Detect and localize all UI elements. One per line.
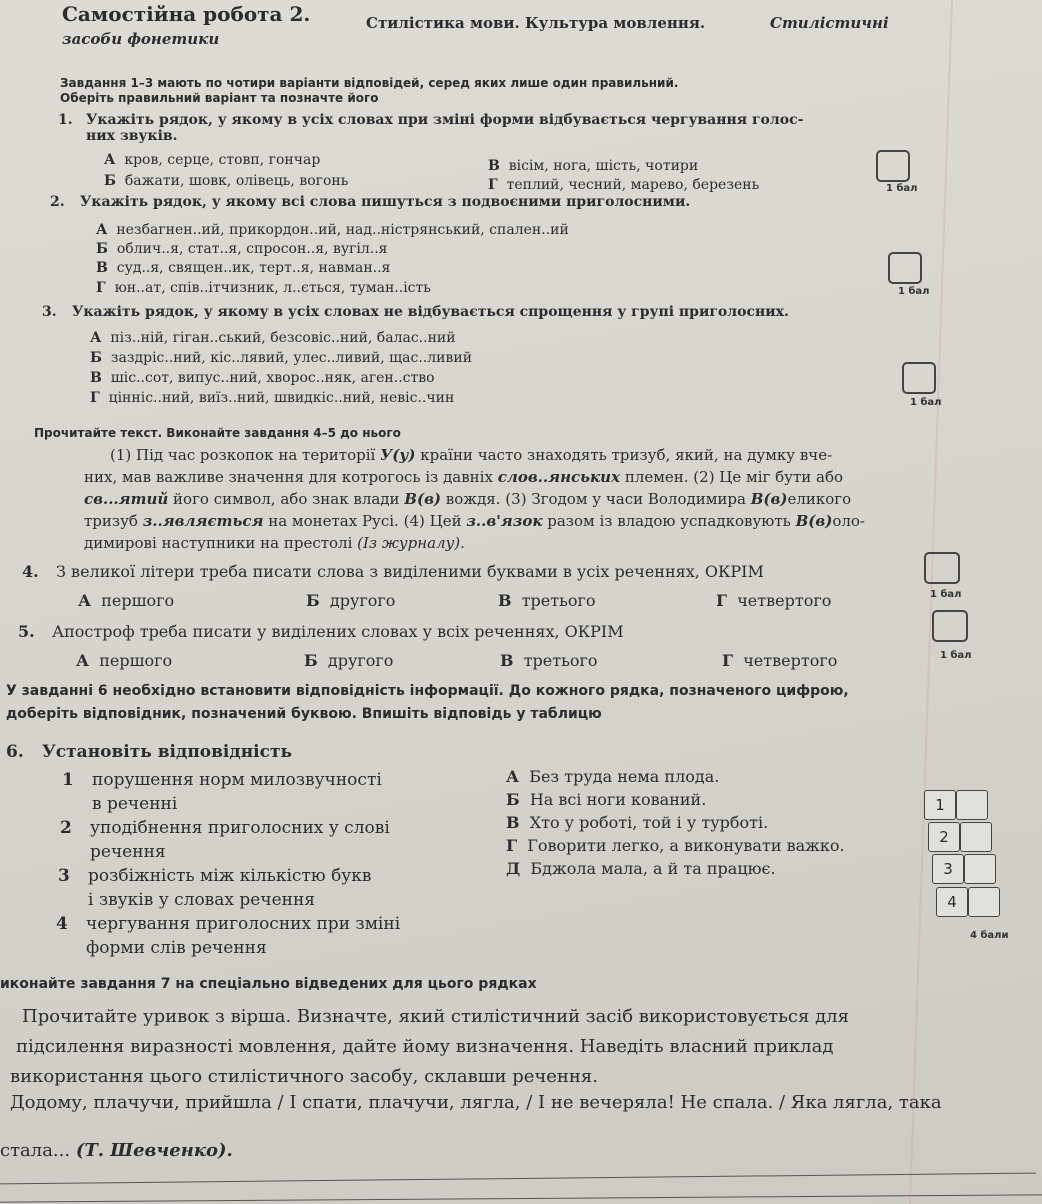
text-fragment: вождя. (3) Згодом у часи Володимира xyxy=(441,490,751,508)
option-letter: А xyxy=(506,767,520,786)
option-letter: В xyxy=(96,260,108,276)
option-letter: Б xyxy=(96,241,108,257)
row-number-cell: 3 xyxy=(932,854,964,884)
option-text: другого xyxy=(327,651,394,670)
worksheet-topic: Стилістика мови. Культура мовлення. xyxy=(366,14,706,32)
answer-cell[interactable] xyxy=(968,887,1000,917)
match-left-item: речення xyxy=(90,842,166,862)
answer-table-row xyxy=(924,790,988,820)
question-number: 2. xyxy=(50,194,65,210)
answer-option xyxy=(306,591,395,610)
option-letter: Б xyxy=(304,651,318,670)
option-text: суд..я, священ..ик, терт..я, навман..я xyxy=(116,260,391,276)
answer-box[interactable] xyxy=(876,150,910,182)
option-letter: А xyxy=(90,330,102,346)
match-left-number: 4 xyxy=(56,914,68,934)
answer-option xyxy=(498,591,595,610)
match-right-item xyxy=(506,767,719,786)
match-left-number: 2 xyxy=(60,818,72,838)
option-letter: А xyxy=(78,591,92,610)
option-letter: Б xyxy=(506,790,520,809)
option-text: На всі ноги кований. xyxy=(529,790,707,809)
match-right-item xyxy=(506,836,845,855)
answer-box[interactable] xyxy=(924,552,960,584)
match-right-item xyxy=(506,790,706,809)
answer-option xyxy=(96,241,388,257)
reading-text-line xyxy=(84,512,865,530)
option-letter: Г xyxy=(488,177,498,193)
answer-cell[interactable] xyxy=(964,854,996,884)
option-text: четвертого xyxy=(737,591,832,610)
option-letter: А xyxy=(76,651,90,670)
option-text: юн..ат, спів..ітчизник, л..ється, туман..ість xyxy=(114,280,431,296)
margin-line xyxy=(909,0,953,1204)
answer-option xyxy=(96,260,390,276)
option-text: третього xyxy=(521,591,596,610)
answer-table-row xyxy=(936,887,1000,917)
highlighted-word: В(в) xyxy=(795,512,833,530)
answer-option xyxy=(96,222,569,238)
match-left-number: 3 xyxy=(58,866,70,886)
option-letter: В xyxy=(90,370,102,386)
option-letter: А xyxy=(96,222,108,238)
question-number: 3. xyxy=(42,304,57,320)
answer-option xyxy=(90,350,472,366)
highlighted-word: з..в'язок xyxy=(466,512,543,530)
match-right-item xyxy=(506,859,776,878)
worksheet-title: Самостійна робота 2. xyxy=(62,2,311,26)
score-label: 1 бал xyxy=(910,397,942,408)
option-text: Хто у роботі, той і у турботі. xyxy=(529,813,769,832)
option-text: другого xyxy=(329,591,396,610)
instructions-line: У завданні 6 необхідно встановити відповідність інформації. До кожного рядка, позначеного цифрою, xyxy=(6,683,849,699)
option-text: першого xyxy=(99,651,173,670)
option-letter: А xyxy=(104,152,116,168)
option-letter: В xyxy=(488,158,500,174)
row-number-cell: 4 xyxy=(936,887,968,917)
answer-option xyxy=(78,591,174,610)
option-text: заздріс..ний, кіс..лявий, улес..ливий, щас..ливий xyxy=(110,350,473,366)
highlighted-word: У(у) xyxy=(380,446,416,464)
text-fragment: димирові наступники на престолі xyxy=(84,534,358,552)
answer-box[interactable] xyxy=(902,362,936,394)
question-text: Укажіть рядок, у якому в усіх словах не відбувається спрощення у групі приголосних. xyxy=(72,304,789,320)
option-text: четвертого xyxy=(743,651,838,670)
text-fragment: країни часто знаходять тризуб, який, на думку вче- xyxy=(415,446,833,464)
reading-text-line xyxy=(84,490,851,508)
text-heading: Прочитайте текст. Виконайте завдання 4–5 до нього xyxy=(34,426,401,440)
text-fragment: оло- xyxy=(832,512,865,530)
option-letter: В xyxy=(500,651,514,670)
score-label: 1 бал xyxy=(930,589,962,600)
reading-text-line xyxy=(84,534,465,552)
option-text: вісім, нога, шість, чотири xyxy=(508,158,699,174)
worksheet-subtopic: засоби фонетики xyxy=(62,30,220,48)
highlighted-word: В(в) xyxy=(750,490,788,508)
question-text: Установіть відповідність xyxy=(42,742,293,762)
text-source: (Із журналу). xyxy=(357,534,465,552)
text-fragment: тризуб xyxy=(84,512,143,530)
option-letter: Б xyxy=(104,173,116,189)
question-text: підсилення виразності мовлення, дайте йому визначення. Наведіть власний приклад xyxy=(16,1036,834,1057)
match-right-item xyxy=(506,813,768,832)
poem-excerpt: Додому, плачучи, прийшла / І спати, плачучи, лягла, / І не вечеряла! Не спала. / Яка лягла, така xyxy=(10,1092,942,1113)
text-fragment: на монетах Русі. (4) Цей xyxy=(263,512,467,530)
answer-line[interactable] xyxy=(0,1173,1036,1185)
reading-text-line xyxy=(110,446,832,464)
answer-option xyxy=(304,651,393,670)
answer-box[interactable] xyxy=(888,252,922,284)
answer-box[interactable] xyxy=(932,610,968,642)
answer-option xyxy=(90,370,435,386)
text-fragment: стала... xyxy=(0,1140,76,1161)
score-label: 1 бал xyxy=(898,286,930,297)
answer-option xyxy=(104,152,320,168)
match-left-item: уподібнення приголосних у слові xyxy=(90,818,390,838)
answer-option xyxy=(500,651,597,670)
option-text: Бджола мала, а й та працює. xyxy=(530,859,776,878)
answer-option xyxy=(96,280,431,296)
option-letter: Г xyxy=(722,651,734,670)
option-letter: В xyxy=(498,591,512,610)
question-number: 6. xyxy=(6,742,24,762)
option-text: бажати, шовк, олівець, вогонь xyxy=(124,173,349,189)
option-text: Без труда нема плода. xyxy=(529,767,720,786)
match-left-item: форми слів речення xyxy=(86,938,267,958)
text-fragment: племен. (2) Це міг бути або xyxy=(620,468,844,486)
answer-option xyxy=(722,651,837,670)
highlighted-word: В(в) xyxy=(404,490,442,508)
option-text: облич..я, стат..я, спросон..я, вугіл..я xyxy=(116,241,388,257)
question-number: 5. xyxy=(18,622,35,641)
question-number: 1. xyxy=(58,112,73,128)
row-number-cell: 2 xyxy=(928,822,960,852)
row-number-cell: 1 xyxy=(924,790,956,820)
option-text: шіс..сот, випус..ний, хворос..няк, аген..ство xyxy=(110,370,435,386)
option-letter: Б xyxy=(90,350,102,366)
instructions-line: Завдання 1–3 мають по чотири варіанти відповідей, серед яких лише один правильний. xyxy=(60,76,679,90)
answer-option xyxy=(90,330,456,346)
worksheet-topic-italic: Стилістичні xyxy=(770,14,889,32)
text-fragment: разом із владою успадковують xyxy=(542,512,796,530)
option-letter: Г xyxy=(716,591,728,610)
poem-excerpt xyxy=(0,1140,233,1161)
match-left-item: чергування приголосних при зміні xyxy=(86,914,401,934)
answer-option xyxy=(104,173,348,189)
option-text: цінніс..ний, виїз..ний, швидкіс..ний, невіс..чин xyxy=(108,390,455,406)
option-text: Говорити легко, а виконувати важко. xyxy=(527,836,845,855)
option-letter: Б xyxy=(306,591,320,610)
answer-cell[interactable] xyxy=(956,790,988,820)
reading-text-line xyxy=(84,468,843,486)
question-number: 4. xyxy=(22,562,39,581)
question-text: них звуків. xyxy=(86,128,178,144)
answer-table-row xyxy=(932,854,996,884)
text-fragment: еликого xyxy=(787,490,852,508)
option-text: першого xyxy=(101,591,175,610)
task-7-heading: иконайте завдання 7 на спеціально відведених для цього рядках xyxy=(0,976,537,992)
question-text: Прочитайте уривок з вірша. Визначте, який стилістичний засіб використовується для xyxy=(22,1006,849,1027)
match-left-number: 1 xyxy=(62,770,74,790)
question-text: Укажіть рядок, у якому в усіх словах при зміні форми відбувається чергування голос- xyxy=(86,112,804,128)
highlighted-word: св...ятий xyxy=(84,490,169,508)
answer-cell[interactable] xyxy=(960,822,992,852)
instructions-line: Оберіть правильний варіант та позначте його xyxy=(60,91,379,105)
answer-option xyxy=(488,158,698,174)
highlighted-word: слов..янських xyxy=(497,468,621,486)
option-text: теплий, чесний, марево, березень xyxy=(506,177,760,193)
text-fragment: його символ, або знак влади xyxy=(168,490,405,508)
highlighted-word: з..являється xyxy=(142,512,264,530)
question-text: Укажіть рядок, у якому всі слова пишуться з подвоєними приголосними. xyxy=(80,194,691,210)
answer-option xyxy=(90,390,454,406)
option-text: кров, серце, стовп, гончар xyxy=(124,152,321,168)
question-text: З великої літери треба писати слова з виділеними буквами в усіх реченнях, ОКРІМ xyxy=(56,562,764,581)
answer-line[interactable] xyxy=(0,1194,1042,1202)
score-label: 1 бал xyxy=(886,183,918,194)
question-text: використання цього стилістичного засобу, склавши речення. xyxy=(10,1066,598,1087)
answer-option xyxy=(488,177,759,193)
instructions-line: доберіть відповідник, позначений буквою. Впишіть відповідь у таблицю xyxy=(6,706,602,722)
poem-author: (Т. Шевченко). xyxy=(75,1140,233,1161)
text-fragment: (1) Під час розкопок на території xyxy=(110,446,381,464)
option-text: незбагнен..ий, прикордон..ий, над..ністрянський, спален..ий xyxy=(116,222,569,238)
question-text: Апостроф треба писати у виділених словах у всіх реченнях, ОКРІМ xyxy=(52,622,624,641)
match-left-item: в реченні xyxy=(92,794,178,814)
answer-option xyxy=(76,651,172,670)
answer-table-row xyxy=(928,822,992,852)
option-letter: В xyxy=(506,813,520,832)
match-left-item: і звуків у словах речення xyxy=(88,890,316,910)
score-label: 1 бал xyxy=(940,650,972,661)
option-letter: Г xyxy=(96,280,106,296)
option-letter: Г xyxy=(90,390,100,406)
option-text: третього xyxy=(523,651,598,670)
option-letter: Д xyxy=(506,859,521,878)
option-letter: Г xyxy=(506,836,518,855)
match-left-item: порушення норм милозвучності xyxy=(92,770,382,790)
answer-option xyxy=(716,591,831,610)
match-left-item: розбіжність між кількістю букв xyxy=(88,866,372,886)
option-text: піз..ній, гіган..ський, безсовіс..ний, балас..ний xyxy=(110,330,456,346)
score-label: 4 бали xyxy=(970,930,1009,941)
text-fragment: них, мав важливе значення для котрогось із давніх xyxy=(84,468,498,486)
